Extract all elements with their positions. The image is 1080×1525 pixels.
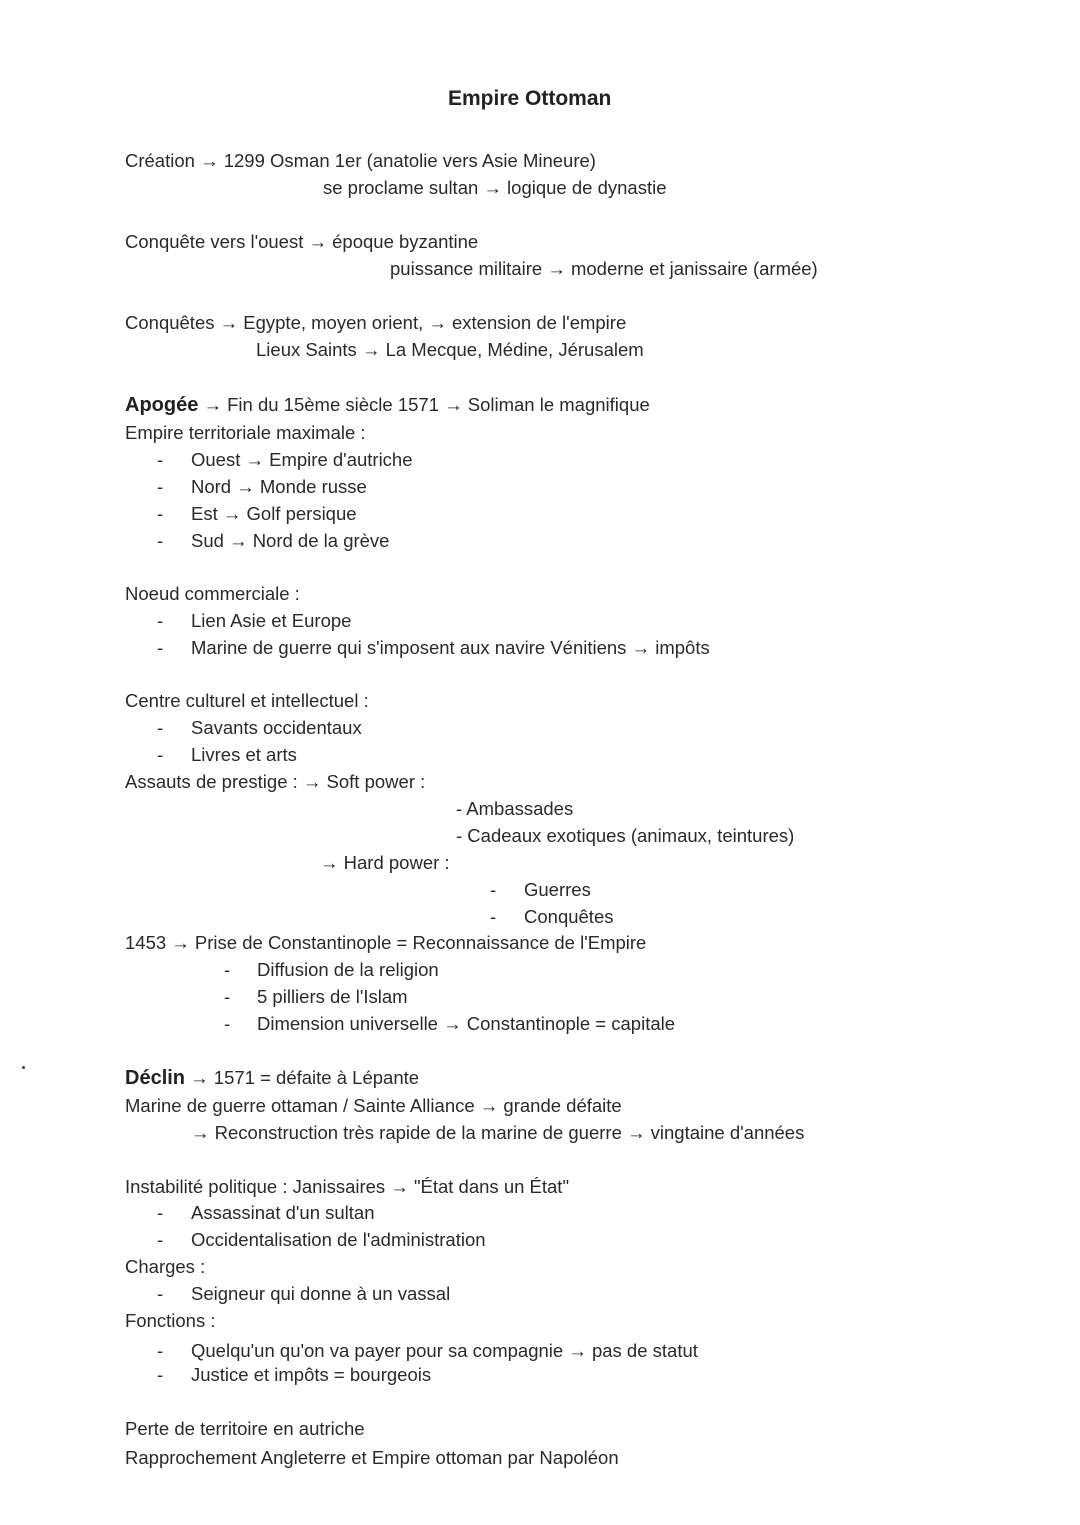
bullet-dash: -: [157, 449, 164, 470]
line-rapprochement: Rapprochement Angleterre et Empire ottoman par Napoléon: [125, 1447, 619, 1468]
list-item-guerres: Guerres: [524, 879, 591, 900]
list-item-occidentalisation: Occidentalisation de l'administration: [191, 1229, 486, 1250]
list-item-dimension: Dimension universelle → Constantinople = capitale: [257, 1013, 676, 1034]
line-charges: Charges :: [125, 1256, 206, 1277]
bullet-dash: -: [157, 530, 164, 551]
bullet-dash: -: [157, 503, 164, 524]
line-perte-territoire: Perte de territoire en autriche: [125, 1418, 365, 1439]
line-reconstruction: → Reconstruction très rapide de la marine de guerre → vingtaine d'années: [191, 1122, 805, 1143]
line-lieux-saints: Lieux Saints → La Mecque, Médine, Jérusalem: [256, 339, 644, 360]
bullet-dash: -: [157, 1364, 164, 1385]
line-instabilite: Instabilité politique : Janissaires → "État dans un État": [125, 1176, 570, 1197]
bullet-dash: -: [157, 637, 164, 658]
line-fonctions: Fonctions :: [125, 1310, 216, 1331]
bullet-dash: -: [490, 906, 497, 927]
list-item-ambassades: - Ambassades: [456, 798, 574, 819]
list-item-seigneur: Seigneur qui donne à un vassal: [191, 1283, 451, 1304]
apogee-text: → Fin du 15ème siècle 1571 → Soliman le magnifique: [198, 394, 650, 415]
line-centre-culturel: Centre culturel et intellectuel :: [125, 690, 369, 711]
line-declin: [125, 1067, 419, 1089]
list-item-marine: Marine de guerre qui s'imposent aux navire Vénitiens → impôts: [191, 637, 710, 658]
list-item-ouest: Ouest → Empire d'autriche: [191, 449, 413, 470]
list-item-savants: Savants occidentaux: [191, 717, 362, 738]
line-hard-power: → Hard power :: [320, 852, 450, 873]
list-item-est: Est → Golf persique: [191, 503, 357, 524]
list-item-cadeaux: - Cadeaux exotiques (animaux, teintures): [456, 825, 795, 846]
list-item-nord: Nord → Monde russe: [191, 476, 367, 497]
list-item-diffusion: Diffusion de la religion: [257, 959, 439, 980]
line-noeud-commerciale: Noeud commerciale :: [125, 583, 300, 604]
line-conquete-ouest: Conquête vers l'ouest → époque byzantine: [125, 231, 479, 252]
list-item-justice: Justice et impôts = bourgeois: [191, 1364, 432, 1385]
line-empire-territoriale: Empire territoriale maximale :: [125, 422, 366, 443]
heading-declin: Déclin: [125, 1067, 186, 1089]
bullet-dash: -: [224, 959, 231, 980]
bullet-dash: -: [224, 1013, 231, 1034]
list-item-quelquun: Quelqu'un qu'on va payer pour sa compagnie → pas de statut: [191, 1340, 698, 1361]
list-item-lien: Lien Asie et Europe: [191, 610, 352, 631]
bullet-dash: -: [157, 610, 164, 631]
line-conquetes: Conquêtes → Egypte, moyen orient, → extension de l'empire: [125, 312, 627, 333]
bullet-dash: -: [157, 1340, 164, 1361]
line-marine-ottoman: Marine de guerre ottaman / Sainte Alliance → grande défaite: [125, 1095, 622, 1116]
list-item-piliers: 5 pilliers de l'Islam: [257, 986, 408, 1007]
bullet-dash: -: [157, 1283, 164, 1304]
line-puissance-militaire: puissance militaire → moderne et janissaire (armée): [390, 258, 818, 279]
line-creation: Création → 1299 Osman 1er (anatolie vers Asie Mineure): [125, 150, 596, 171]
stray-mark: [22, 1066, 25, 1069]
list-item-sud: Sud → Nord de la grève: [191, 530, 390, 551]
line-sultan: se proclame sultan → logique de dynastie: [323, 177, 667, 198]
heading-apogee: Apogée: [125, 394, 199, 416]
bullet-dash: -: [157, 717, 164, 738]
document-title: Empire Ottoman: [448, 87, 612, 110]
bullet-dash: -: [157, 1202, 164, 1223]
line-apogee: [125, 394, 650, 416]
line-1453: 1453 → Prise de Constantinople = Reconnaissance de l'Empire: [125, 932, 647, 953]
bullet-dash: -: [490, 879, 497, 900]
line-assauts-prestige: Assauts de prestige : → Soft power :: [125, 771, 426, 792]
bullet-dash: -: [157, 744, 164, 765]
list-item-assassinat: Assassinat d'un sultan: [191, 1202, 375, 1223]
bullet-dash: -: [224, 986, 231, 1007]
declin-text: → 1571 = défaite à Lépante: [185, 1067, 420, 1088]
bullet-dash: -: [157, 476, 164, 497]
list-item-conquetes: Conquêtes: [524, 906, 614, 927]
bullet-dash: -: [157, 1229, 164, 1250]
list-item-livres: Livres et arts: [191, 744, 297, 765]
